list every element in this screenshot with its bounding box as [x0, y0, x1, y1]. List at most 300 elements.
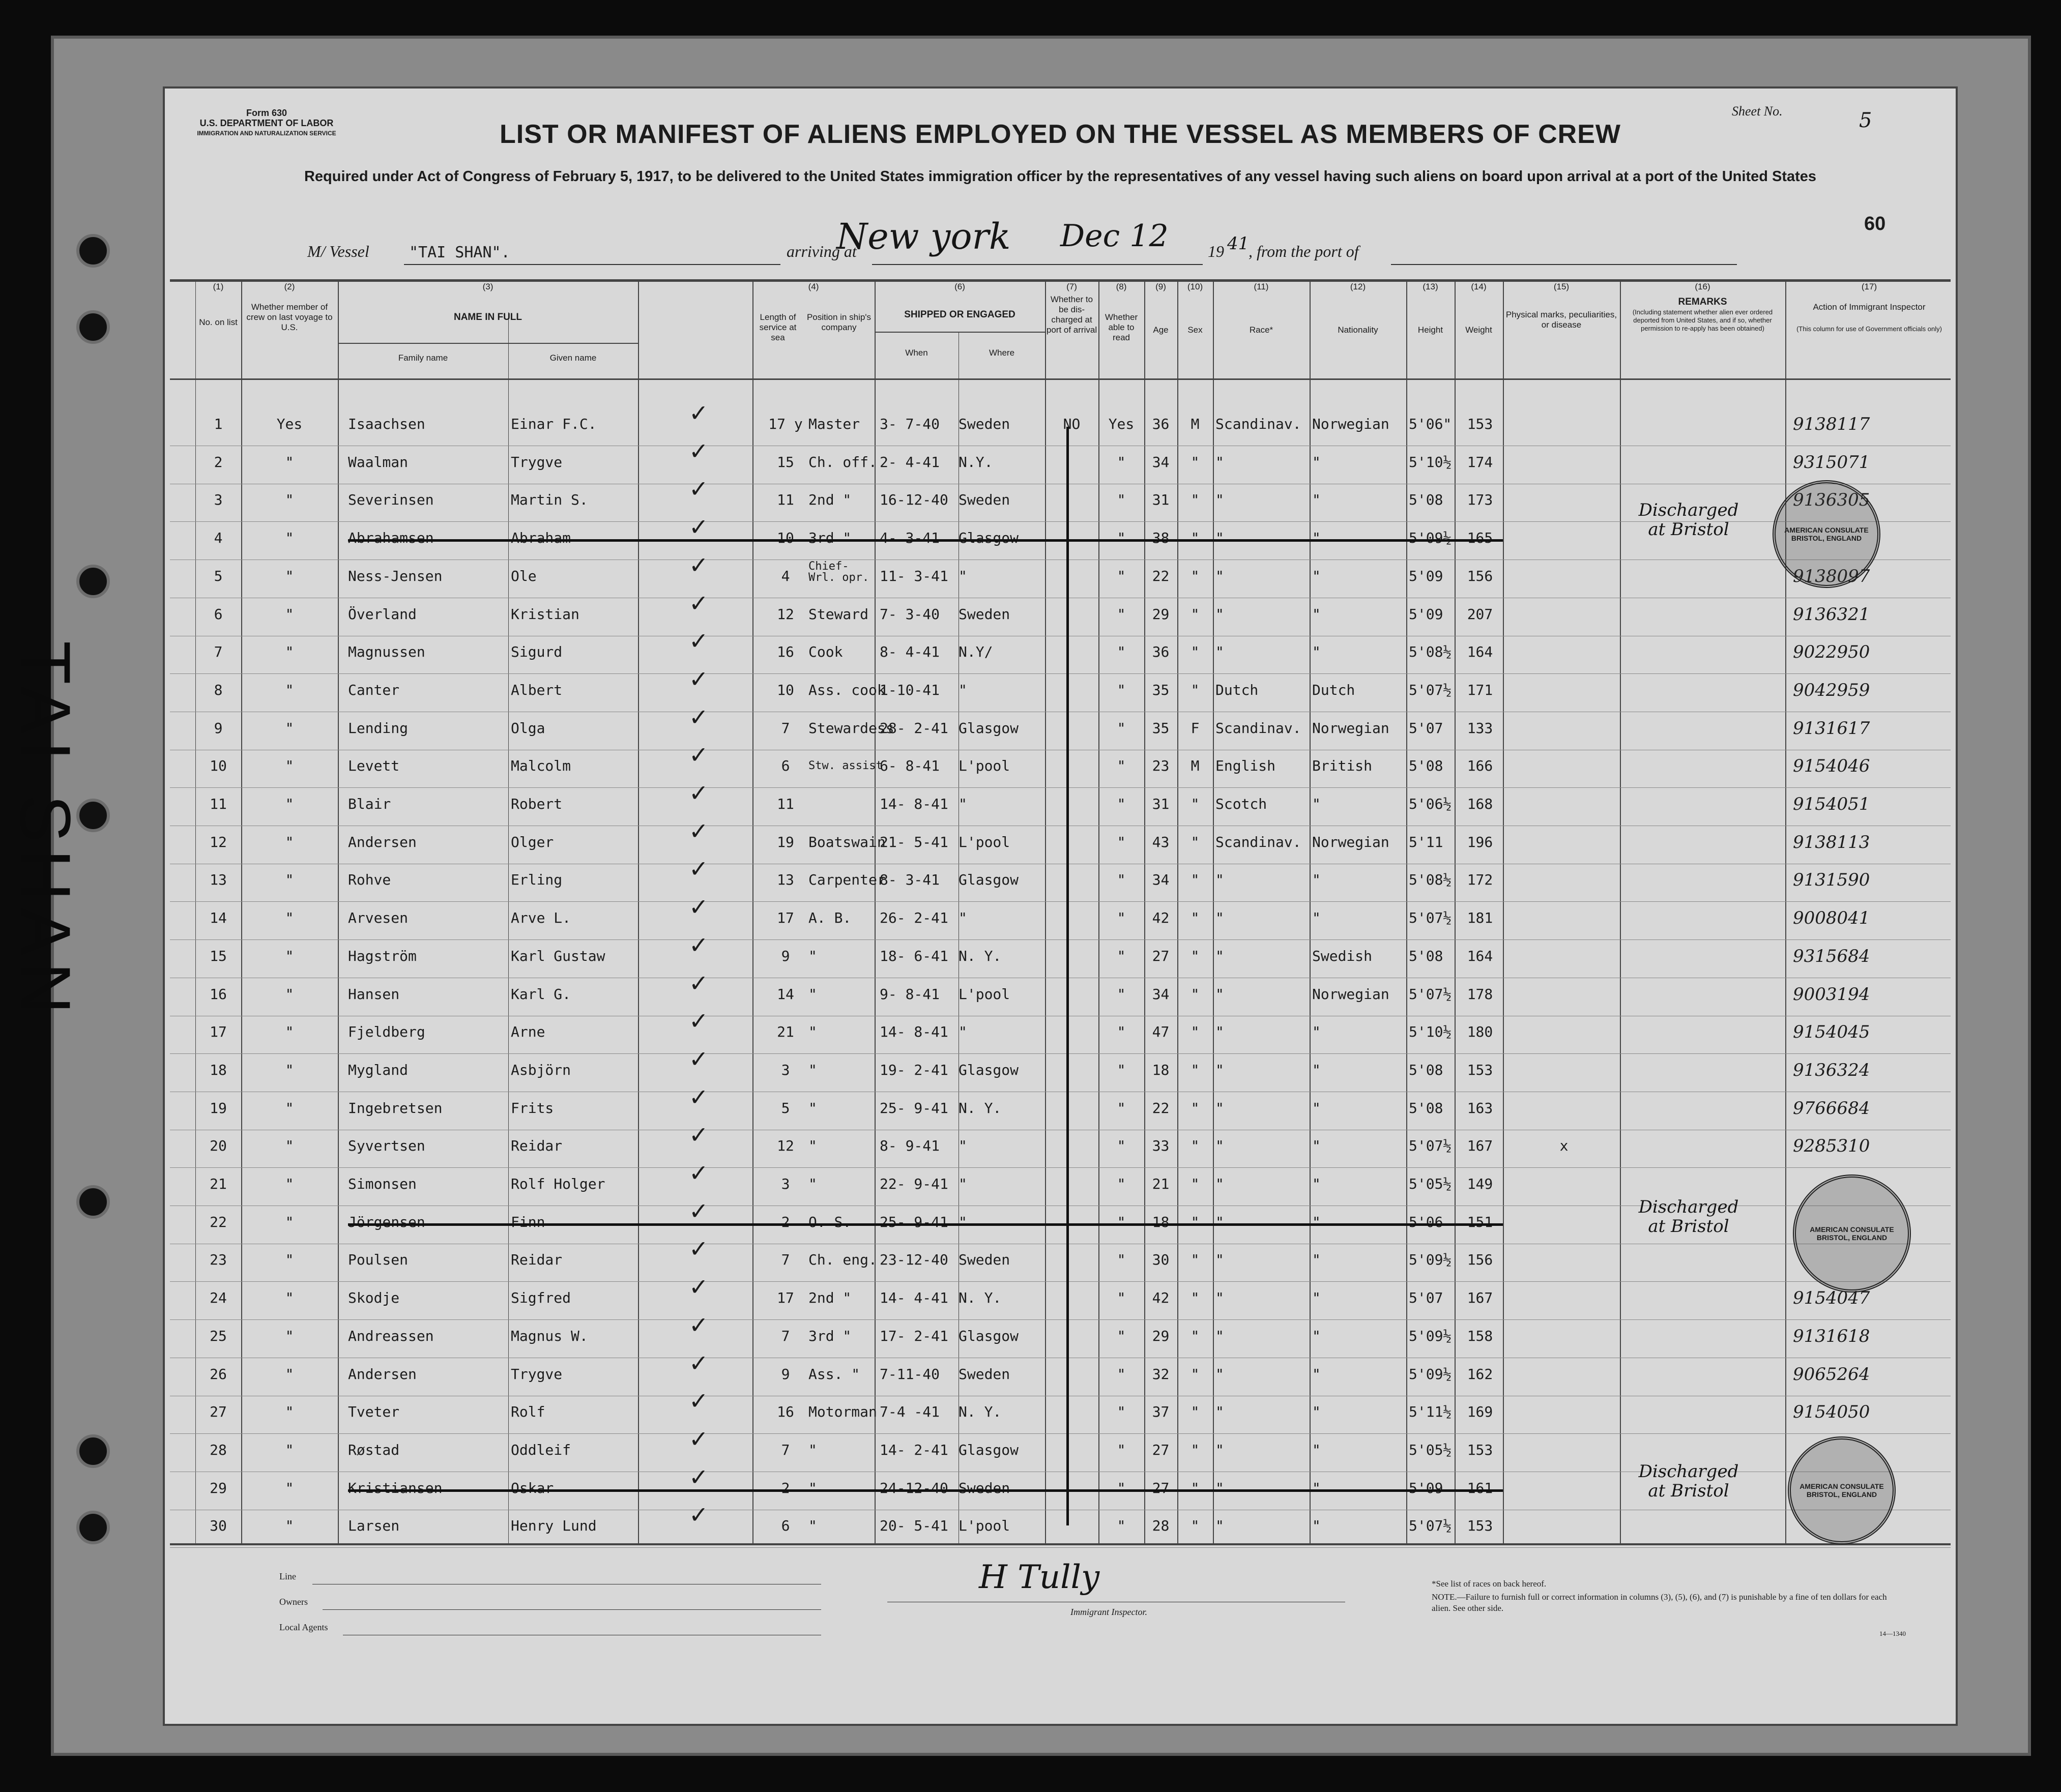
- row-shipped-when: 8- 9-41: [880, 1137, 940, 1155]
- check-mark-icon: ✓: [689, 513, 709, 541]
- check-mark-icon: ✓: [689, 1501, 709, 1529]
- row-member-last-voyage: ": [285, 1251, 294, 1269]
- check-mark-icon: ✓: [689, 817, 709, 845]
- row-shipped-where: L'pool: [959, 757, 1010, 775]
- binder-hole: [76, 234, 110, 268]
- row-height: 5'10½: [1409, 1023, 1452, 1041]
- row-inspector-action: 9136321: [1793, 604, 1870, 625]
- row-sex: ": [1191, 605, 1200, 623]
- row-age: 34: [1152, 985, 1170, 1003]
- col-number: (12): [1350, 282, 1366, 291]
- row-position: ": [808, 947, 817, 964]
- row-shipped-when: 7-11-40: [880, 1365, 940, 1383]
- row-given-name: Magnus W.: [511, 1327, 588, 1344]
- row-shipped-where: ": [959, 796, 967, 812]
- row-length-service: 2: [781, 1213, 790, 1230]
- col-number: (11): [1254, 282, 1269, 291]
- row-family-name: Levett: [348, 757, 400, 775]
- row-weight: 180: [1467, 1023, 1493, 1041]
- row-shipped-where: Sweden: [959, 1365, 1010, 1383]
- row-height: 5'11½: [1409, 1403, 1452, 1421]
- row-height: 5'05½: [1409, 1441, 1452, 1458]
- col-number: (9): [1155, 282, 1166, 291]
- row-family-name: Simonsen: [348, 1176, 417, 1192]
- row-shipped-when: 1-10-41: [880, 681, 940, 698]
- check-mark-icon: ✓: [689, 969, 709, 997]
- row-able-read: ": [1117, 1213, 1126, 1230]
- row-shipped-when: 14- 4-41: [880, 1289, 948, 1307]
- row-number: 9: [214, 719, 223, 737]
- binder-hole: [76, 1434, 110, 1468]
- row-family-name: Blair: [348, 796, 391, 812]
- row-sex: ": [1191, 1403, 1200, 1421]
- row-member-last-voyage: ": [285, 719, 294, 737]
- row-given-name: Reidar: [511, 1251, 563, 1269]
- row-nationality: ": [1312, 1251, 1321, 1269]
- row-sex: ": [1191, 985, 1200, 1003]
- row-length-service: 21: [777, 1023, 794, 1041]
- row-length-service: 9: [781, 1365, 790, 1383]
- row-family-name: Fjeldberg: [348, 1023, 425, 1041]
- row-given-name: Robert: [511, 796, 563, 812]
- row-sex: ": [1191, 1061, 1200, 1078]
- row-family-name: Mygland: [348, 1061, 409, 1078]
- row-shipped-when: 11- 3-41: [880, 567, 948, 584]
- row-family-name: Lending: [348, 719, 409, 737]
- arriving-label: arriving at: [787, 242, 857, 260]
- row-able-read: ": [1117, 530, 1126, 547]
- row-shipped-when: 24-12-40: [880, 1479, 948, 1496]
- row-position: Chief- Wrl. opr.: [808, 560, 869, 584]
- row-length-service: 7: [781, 1327, 790, 1344]
- row-race: ": [1215, 1251, 1224, 1269]
- row-number: 13: [210, 871, 227, 889]
- row-able-read: ": [1117, 453, 1126, 471]
- row-member-last-voyage: ": [285, 947, 294, 964]
- row-member-last-voyage: ": [285, 1137, 294, 1155]
- row-shipped-when: 14- 8-41: [880, 1023, 948, 1041]
- row-shipped-where: Glasgow: [959, 1327, 1019, 1344]
- row-given-name: Trygve: [511, 1365, 563, 1383]
- row-height: 5'08: [1409, 947, 1443, 964]
- table-header-rule: [170, 378, 1951, 380]
- row-family-name: Røstad: [348, 1441, 400, 1458]
- row-number: 18: [210, 1061, 227, 1078]
- row-given-name: Sigfred: [511, 1289, 571, 1307]
- row-nationality: ": [1312, 1137, 1321, 1155]
- check-mark-icon: ✓: [689, 1159, 709, 1187]
- row-age: 36: [1152, 416, 1170, 432]
- row-weight: 207: [1467, 605, 1493, 623]
- row-given-name: Arve L.: [511, 909, 571, 927]
- row-member-last-voyage: ": [285, 567, 294, 584]
- row-nationality: ": [1312, 530, 1321, 547]
- row-position: Ch. eng.: [808, 1251, 877, 1269]
- row-length-service: 10: [777, 681, 794, 698]
- row-able-read: ": [1117, 605, 1126, 623]
- row-race: Dutch: [1215, 681, 1259, 698]
- row-shipped-when: 8- 3-41: [880, 871, 940, 889]
- row-nationality: ": [1312, 1441, 1321, 1458]
- row-weight: 181: [1467, 909, 1493, 927]
- row-able-read: ": [1117, 871, 1126, 889]
- row-race: ": [1215, 1023, 1224, 1041]
- header-sex: Sex: [1187, 325, 1203, 335]
- row-position: ": [808, 985, 817, 1003]
- row-position: ": [808, 1061, 817, 1078]
- row-weight: 153: [1467, 416, 1493, 432]
- remark-discharged-bristol: Discharged at Bristol: [1638, 500, 1739, 540]
- row-age: 42: [1152, 909, 1170, 927]
- col-number: (13): [1423, 282, 1438, 291]
- header-when: When: [905, 348, 928, 358]
- row-inspector-action: 9285310: [1793, 1136, 1870, 1157]
- row-weight: 166: [1467, 757, 1493, 775]
- row-given-name: Karl G.: [511, 985, 571, 1003]
- row-age: 18: [1152, 1061, 1170, 1078]
- row-number: 25: [210, 1327, 227, 1344]
- row-sex: ": [1191, 833, 1200, 850]
- row-age: 35: [1152, 719, 1170, 737]
- binder-hole: [76, 1185, 110, 1219]
- row-height: 5'08: [1409, 1099, 1443, 1117]
- row-height: 5'09½: [1409, 1251, 1452, 1269]
- row-number: 2: [214, 453, 223, 471]
- row-inspector-action: 9008041: [1793, 908, 1870, 929]
- row-sex: ": [1191, 530, 1200, 547]
- row-weight: 174: [1467, 453, 1493, 471]
- check-mark-icon: ✓: [689, 1235, 709, 1263]
- row-inspector-action: 9131617: [1793, 718, 1870, 739]
- check-mark-icon: ✓: [689, 1273, 709, 1301]
- row-nationality: ": [1312, 605, 1321, 623]
- row-position: Stewardess: [808, 719, 894, 737]
- row-sex: F: [1191, 719, 1200, 737]
- row-given-name: Oddleif: [511, 1441, 571, 1458]
- header-family-name: Family name: [398, 353, 448, 363]
- row-weight: 169: [1467, 1403, 1493, 1421]
- footer-agents-label: Local Agents: [279, 1622, 328, 1632]
- row-shipped-when: 25- 9-41: [880, 1213, 948, 1230]
- row-race: ": [1215, 985, 1224, 1003]
- header-position: Position in ship's company: [806, 312, 872, 332]
- row-inspector-action: 9136324: [1793, 1060, 1870, 1080]
- row-shipped-where: N. Y.: [959, 1403, 1002, 1421]
- row-given-name: Asbjörn: [511, 1061, 571, 1078]
- col-number: (8): [1116, 282, 1127, 291]
- row-number: 7: [214, 643, 223, 661]
- header-given-name: Given name: [549, 353, 597, 363]
- row-length-service: 14: [777, 985, 794, 1003]
- row-weight: 165: [1467, 530, 1493, 547]
- row-number: 11: [210, 796, 227, 812]
- row-given-name: Olger: [511, 833, 554, 850]
- row-length-service: 2: [781, 1479, 790, 1496]
- row-weight: 168: [1467, 796, 1493, 812]
- row-age: 27: [1152, 947, 1170, 964]
- row-member-last-voyage: ": [285, 1061, 294, 1078]
- year-suffix: 41: [1227, 233, 1250, 254]
- row-nationality: ": [1312, 643, 1321, 661]
- row-height: 5'08: [1409, 491, 1443, 509]
- row-height: 5'07: [1409, 719, 1443, 737]
- row-position: Stw. assist: [808, 759, 883, 773]
- arrival-date: Dec 12: [1060, 218, 1169, 254]
- row-rule: [170, 1319, 1951, 1320]
- row-member-last-voyage: ": [285, 796, 294, 812]
- col-number: (16): [1695, 282, 1710, 291]
- col-number: (2): [284, 282, 295, 291]
- row-length-service: 16: [777, 1403, 794, 1421]
- check-mark-icon: ✓: [689, 551, 709, 579]
- row-age: 42: [1152, 1289, 1170, 1307]
- row-rule: [170, 939, 1951, 940]
- row-shipped-when: 3- 7-40: [880, 416, 940, 432]
- row-inspector-action: 9065264: [1793, 1364, 1870, 1385]
- row-shipped-where: ": [959, 681, 967, 698]
- row-number: 24: [210, 1289, 227, 1307]
- sheet-label: Sheet No.: [1732, 104, 1783, 119]
- row-member-last-voyage: ": [285, 530, 294, 547]
- row-inspector-action: 9022950: [1793, 642, 1870, 663]
- row-sex: ": [1191, 1365, 1200, 1383]
- row-height: 5'09: [1409, 605, 1443, 623]
- penalty-note: NOTE.—Failure to furnish full or correct information in columns (3), (5), (6), and (7) is punishable by a fine of ten dollars for each alien. See other side.: [1432, 1592, 1887, 1613]
- row-shipped-when: 14- 8-41: [880, 796, 948, 812]
- row-number: 4: [214, 530, 223, 547]
- row-family-name: Andersen: [348, 833, 417, 850]
- row-member-last-voyage: ": [285, 643, 294, 661]
- col-divider: [1045, 279, 1046, 1543]
- check-mark-icon: ✓: [689, 741, 709, 769]
- row-position: Boatswain: [808, 833, 886, 850]
- row-number: 27: [210, 1403, 227, 1421]
- row-weight: 164: [1467, 643, 1493, 661]
- row-shipped-where: N.Y/: [959, 643, 993, 661]
- row-number: 17: [210, 1023, 227, 1041]
- row-sex: M: [1191, 757, 1200, 775]
- row-given-name: Martin S.: [511, 491, 588, 509]
- binder-hole: [76, 310, 110, 344]
- row-height: 5'06": [1409, 416, 1452, 432]
- row-number: 10: [210, 757, 227, 775]
- row-length-service: 11: [777, 491, 794, 509]
- row-sex: ": [1191, 1327, 1200, 1344]
- row-shipped-when: 18- 6-41: [880, 947, 948, 964]
- row-able-read: ": [1117, 1061, 1126, 1078]
- row-position: 3rd ": [808, 530, 852, 547]
- header-race: Race*: [1249, 325, 1273, 335]
- row-race: ": [1215, 1213, 1224, 1230]
- row-shipped-where: Sweden: [959, 1479, 1010, 1496]
- department: U.S. DEPARTMENT OF LABOR: [199, 118, 334, 128]
- row-age: 21: [1152, 1176, 1170, 1192]
- row-sex: ": [1191, 1251, 1200, 1269]
- row-family-name: Andersen: [348, 1365, 417, 1383]
- row-able-read: ": [1117, 1365, 1126, 1383]
- row-weight: 164: [1467, 947, 1493, 964]
- row-shipped-where: L'pool: [959, 833, 1010, 850]
- col-divider: [638, 279, 639, 1543]
- strike-through-line: [348, 539, 1503, 542]
- row-family-name: Abrahamsen: [348, 530, 434, 547]
- row-height: 5'07½: [1409, 1517, 1452, 1535]
- row-age: 37: [1152, 1403, 1170, 1421]
- row-height: 5'08: [1409, 1061, 1443, 1078]
- row-member-last-voyage: ": [285, 1441, 294, 1458]
- row-length-service: 15: [777, 453, 794, 471]
- row-length-service: 11: [777, 796, 794, 812]
- service: IMMIGRATION AND NATURALIZATION SERVICE: [197, 130, 336, 137]
- row-weight: 158: [1467, 1327, 1493, 1344]
- row-age: 18: [1152, 1213, 1170, 1230]
- row-weight: 167: [1467, 1289, 1493, 1307]
- row-family-name: Severinsen: [348, 491, 434, 509]
- row-given-name: Malcolm: [511, 757, 571, 775]
- row-race: ": [1215, 1441, 1224, 1458]
- row-shipped-where: L'pool: [959, 1517, 1010, 1535]
- row-family-name: Jörgensen: [348, 1213, 425, 1230]
- row-height: 5'08½: [1409, 643, 1452, 661]
- row-age: 38: [1152, 530, 1170, 547]
- row-shipped-where: ": [959, 1213, 967, 1230]
- row-member-last-voyage: ": [285, 1023, 294, 1041]
- row-age: 29: [1152, 1327, 1170, 1344]
- row-sex: M: [1191, 416, 1200, 432]
- row-shipped-when: 17- 2-41: [880, 1327, 948, 1344]
- row-weight: 172: [1467, 871, 1493, 889]
- row-able-read: ": [1117, 1517, 1126, 1535]
- row-shipped-when: 16-12-40: [880, 491, 948, 509]
- col-number: (7): [1066, 282, 1077, 291]
- row-sex: ": [1191, 1099, 1200, 1117]
- row-shipped-where: Glasgow: [959, 871, 1019, 889]
- from-port-label: , from the port of: [1249, 242, 1359, 260]
- row-rule: [170, 901, 1951, 902]
- row-able-read: Yes: [1108, 416, 1135, 432]
- row-length-service: 10: [777, 530, 794, 547]
- row-shipped-when: 4- 3-41: [880, 530, 940, 547]
- col-divider: [752, 279, 753, 1543]
- row-length-service: 6: [781, 757, 790, 775]
- row-member-last-voyage: ": [285, 757, 294, 775]
- row-number: 3: [214, 491, 223, 509]
- row-nationality: ": [1312, 1176, 1321, 1192]
- row-shipped-where: ": [959, 1176, 967, 1192]
- row-member-last-voyage: ": [285, 1365, 294, 1383]
- row-shipped-where: L'pool: [959, 985, 1010, 1003]
- arriving-port: New york: [836, 216, 1011, 257]
- row-race: ": [1215, 947, 1224, 964]
- row-position: ": [808, 1517, 817, 1535]
- header-physical: Physical marks, peculiarities, or disease: [1505, 310, 1617, 330]
- row-height: 5'07½: [1409, 681, 1452, 698]
- remark-discharged-bristol: Discharged at Bristol: [1638, 1461, 1739, 1501]
- row-family-name: Magnussen: [348, 643, 425, 661]
- row-number: 5: [214, 567, 223, 584]
- check-mark-icon: ✓: [689, 703, 709, 731]
- col-number: (14): [1471, 282, 1487, 291]
- col-number: (10): [1187, 282, 1203, 291]
- row-inspector-action: 9154045: [1793, 1022, 1870, 1043]
- row-shipped-where: ": [959, 1023, 967, 1041]
- binder-hole: [76, 565, 110, 598]
- row-number: 20: [210, 1137, 227, 1155]
- row-given-name: Erling: [511, 871, 563, 889]
- row-weight: 196: [1467, 833, 1493, 850]
- header-height: Height: [1417, 325, 1443, 335]
- row-family-name: Hansen: [348, 985, 400, 1003]
- row-height: 5'07½: [1409, 985, 1452, 1003]
- check-mark-icon: ✓: [689, 589, 709, 617]
- row-height: 5'07½: [1409, 909, 1452, 927]
- row-length-service: 3: [781, 1176, 790, 1192]
- row-height: 5'09½: [1409, 530, 1452, 547]
- row-shipped-where: Sweden: [959, 605, 1010, 623]
- row-shipped-when: 9- 8-41: [880, 985, 940, 1003]
- row-race: ": [1215, 1403, 1224, 1421]
- row-member-last-voyage: ": [285, 1517, 294, 1535]
- row-number: 8: [214, 681, 223, 698]
- col-number: (17): [1861, 282, 1877, 291]
- row-race: ": [1215, 1517, 1224, 1535]
- row-given-name: Einar F.C.: [511, 416, 597, 432]
- row-age: 31: [1152, 491, 1170, 509]
- row-number: 19: [210, 1099, 227, 1117]
- row-age: 29: [1152, 605, 1170, 623]
- row-member-last-voyage: ": [285, 1403, 294, 1421]
- row-able-read: ": [1117, 1403, 1126, 1421]
- print-code: 14—1340: [1879, 1630, 1906, 1637]
- races-note: *See list of races on back hereof.: [1432, 1579, 1547, 1589]
- row-given-name: Frits: [511, 1099, 554, 1117]
- col-number: (4): [808, 282, 819, 291]
- header-no-on-list: No. on list: [199, 317, 238, 327]
- row-shipped-when: 2- 4-41: [880, 453, 940, 471]
- footer-line-label: Line: [279, 1571, 296, 1581]
- row-shipped-when: 28- 2-41: [880, 719, 948, 737]
- row-member-last-voyage: ": [285, 1327, 294, 1344]
- row-family-name: Kristiansen: [348, 1479, 443, 1496]
- strike-through-line: [348, 1489, 1503, 1492]
- row-member-last-voyage: ": [285, 1176, 294, 1192]
- row-length-service: 16: [777, 643, 794, 661]
- row-nationality: ": [1312, 1099, 1321, 1117]
- row-height: 5'07: [1409, 1289, 1443, 1307]
- check-mark-icon: ✓: [689, 1045, 709, 1073]
- row-family-name: Ness-Jensen: [348, 567, 443, 584]
- row-height: 5'06½: [1409, 796, 1452, 812]
- row-age: 34: [1152, 871, 1170, 889]
- manifest-sheet: [163, 86, 1958, 1726]
- header-weight: Weight: [1465, 325, 1492, 335]
- inspector-signature: H Tully: [979, 1559, 1100, 1596]
- row-nationality: ": [1312, 1289, 1321, 1307]
- row-family-name: Waalman: [348, 453, 409, 471]
- form-number: Form 630: [246, 108, 287, 118]
- name-subheader-rule: [338, 343, 638, 344]
- row-able-read: ": [1117, 491, 1126, 509]
- col-divider: [1455, 279, 1456, 1543]
- row-position: ": [808, 1176, 817, 1192]
- row-able-read: ": [1117, 1023, 1126, 1041]
- row-length-service: 19: [777, 833, 794, 850]
- row-race: ": [1215, 453, 1224, 471]
- row-nationality: Norwegian: [1312, 985, 1389, 1003]
- check-mark-icon: ✓: [689, 779, 709, 807]
- row-age: 28: [1152, 1517, 1170, 1535]
- col-divider: [338, 279, 339, 1543]
